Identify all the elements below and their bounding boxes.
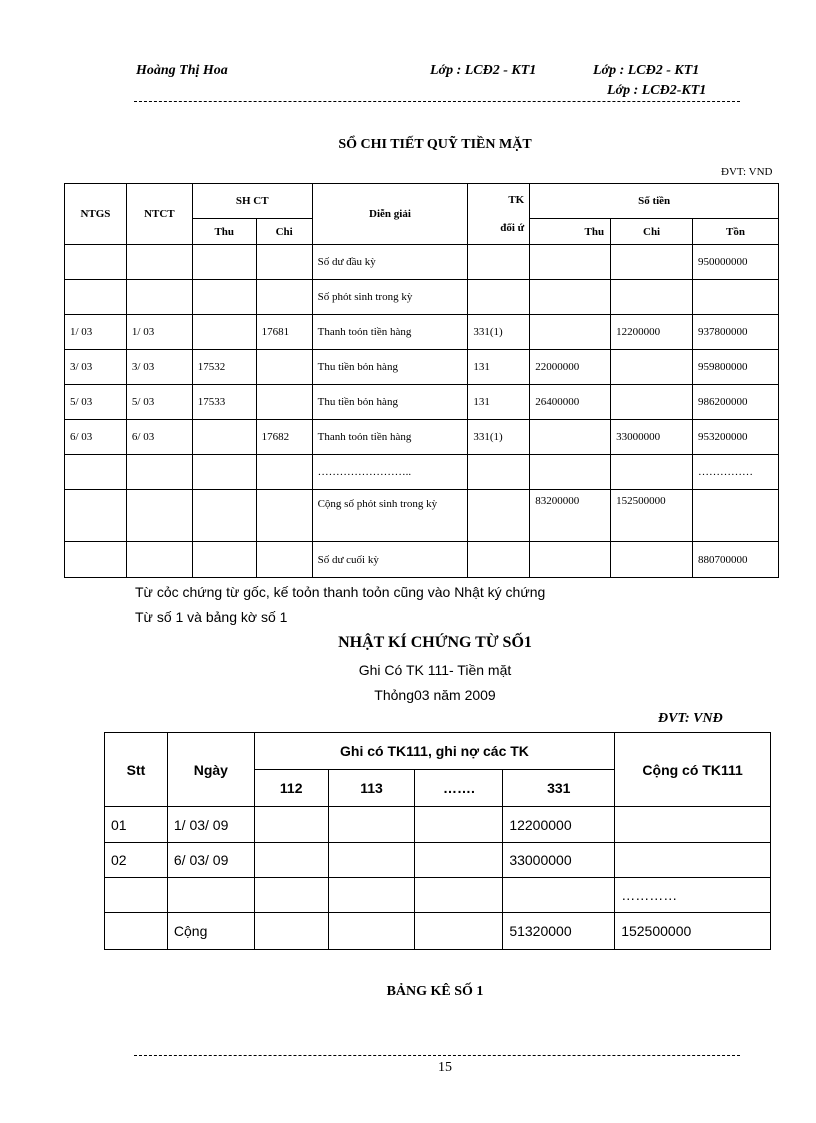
ledger-cell: 26400000: [530, 385, 611, 420]
col-ntct: NTCT: [126, 184, 192, 245]
ledger-cell: Cộng số phỏt sinh trong kỳ: [312, 490, 468, 542]
col-tien-chi: Chi: [611, 219, 693, 245]
ledger-cell: [611, 350, 693, 385]
journal-cell: [105, 878, 168, 913]
paragraph-line-1: Từ cỏc chứng từ gốc, kế toỏn thanh toỏn cũng vào Nhật ký chứng: [135, 584, 546, 600]
ledger-row: [65, 385, 779, 420]
journal-cell: …………: [615, 878, 771, 913]
ledger-cell: 331(1): [468, 315, 530, 350]
ledger-cell: [611, 385, 693, 420]
ledger-cell: [468, 245, 530, 280]
ledger-cell: [468, 490, 530, 542]
ledger-cell: [468, 280, 530, 315]
journal-cell: [254, 878, 328, 913]
ledger-cell: 3/ 03: [65, 350, 127, 385]
ledger-cell: [256, 245, 312, 280]
journal-cell: [328, 807, 415, 843]
author-name: Hoàng Thị Hoa: [136, 63, 228, 78]
ledger-cell: Thanh toỏn tiền hàng: [312, 420, 468, 455]
ledger-cell: [65, 455, 127, 490]
ledger-cell: 959800000: [693, 350, 779, 385]
ledger-cell: 33000000: [611, 420, 693, 455]
journal-row: [105, 843, 771, 878]
col-shct-chi: Chi: [256, 219, 312, 245]
journal-table: [104, 732, 771, 950]
col-cong-co: Cộng có TK111: [615, 733, 771, 807]
ledger-row: [65, 542, 779, 578]
ledger-cell: [256, 490, 312, 542]
ledger-cell: Số dư cuối kỳ: [312, 542, 468, 578]
ledger-cell: [530, 315, 611, 350]
ledger-cell: [256, 542, 312, 578]
journal-cell: [328, 843, 415, 878]
ledger-cell: [256, 280, 312, 315]
ledger-cell: 6/ 03: [65, 420, 127, 455]
journal-cell: 01: [105, 807, 168, 843]
ledger-row: [65, 280, 779, 315]
journal-cell: [615, 843, 771, 878]
ledger-row: [65, 315, 779, 350]
journal-cell: [167, 878, 254, 913]
col-ton: Tồn: [693, 219, 779, 245]
ledger-cell: [126, 245, 192, 280]
ledger-cell: 17681: [256, 315, 312, 350]
ledger-cell: 3/ 03: [126, 350, 192, 385]
journal-cell: 12200000: [503, 807, 615, 843]
ledger-cell: 22000000: [530, 350, 611, 385]
ledger-cell: [65, 490, 127, 542]
ledger-row: [65, 420, 779, 455]
ledger-cell: 331(1): [468, 420, 530, 455]
journal-cell: Cộng: [167, 913, 254, 950]
ledger-cell: 152500000: [611, 490, 693, 542]
ledger-cell: 950000000: [693, 245, 779, 280]
ledger-cell: [192, 315, 256, 350]
ledger-cell: [192, 455, 256, 490]
ledger-cell: Số phỏt sinh trong kỳ: [312, 280, 468, 315]
ledger-cell: [611, 455, 693, 490]
col-tien-thu: Thu: [530, 219, 611, 245]
ledger-cell: [192, 245, 256, 280]
ledger-cell: 131: [468, 385, 530, 420]
col-so-tien: Số tiền: [530, 184, 779, 219]
ledger-cell: [693, 280, 779, 315]
journal-cell: [415, 913, 503, 950]
col-shct-thu: Thu: [192, 219, 256, 245]
journal-row: [105, 913, 771, 950]
ledger-cell: 953200000: [693, 420, 779, 455]
ledger-cell: 5/ 03: [126, 385, 192, 420]
ledger-cell: [468, 542, 530, 578]
journal-cell: [328, 913, 415, 950]
ledger-cell: [256, 385, 312, 420]
ledger-cell: [611, 245, 693, 280]
ledger-cell: [192, 420, 256, 455]
ledger-row: [65, 490, 779, 542]
ledger-cell: [192, 490, 256, 542]
ledger-cell: [256, 350, 312, 385]
col-ntgs: NTGS: [65, 184, 127, 245]
ledger-cell: [126, 542, 192, 578]
col-ngay: Ngày: [167, 733, 254, 807]
ledger-cell: [530, 455, 611, 490]
bang-ke-title: BẢNG KÊ SỐ 1: [386, 984, 484, 999]
ledger-cell: 12200000: [611, 315, 693, 350]
ledger-cell: [693, 490, 779, 542]
ledger-cell: 1/ 03: [65, 315, 127, 350]
ledger-cell: 6/ 03: [126, 420, 192, 455]
ledger-cell: Số dư đầu kỳ: [312, 245, 468, 280]
page-number: 15: [438, 1060, 452, 1075]
journal-cell: [415, 843, 503, 878]
journal-cell: 51320000: [503, 913, 615, 950]
ledger-row: [65, 455, 779, 490]
journal-cell: [615, 807, 771, 843]
col-112: 112: [254, 770, 328, 807]
journal-cell: [415, 807, 503, 843]
ledger-cell: [611, 542, 693, 578]
ledger-cell: [192, 542, 256, 578]
journal-period: Thỏng03 năm 2009: [374, 687, 496, 703]
journal-cell: 6/ 03/ 09: [167, 843, 254, 878]
ledger-cell: [65, 542, 127, 578]
journal-cell: 33000000: [503, 843, 615, 878]
ledger-cell: ……………: [693, 455, 779, 490]
col-331: 331: [503, 770, 615, 807]
journal-cell: 1/ 03/ 09: [167, 807, 254, 843]
journal-cell: [105, 913, 168, 950]
journal-row: [105, 807, 771, 843]
ledger-cell: [611, 280, 693, 315]
ledger-cell: ……………………..: [312, 455, 468, 490]
ledger-cell: [530, 280, 611, 315]
ledger-cell: Thanh toỏn tiền hàng: [312, 315, 468, 350]
ledger-cell: [192, 280, 256, 315]
journal-cell: 02: [105, 843, 168, 878]
col-113: 113: [328, 770, 415, 807]
cash-ledger-table: [64, 183, 779, 578]
ledger-cell: [530, 542, 611, 578]
ledger-row: [65, 350, 779, 385]
col-tk-doi-ung: TK đối ứ: [468, 184, 530, 245]
ledger-cell: [468, 455, 530, 490]
journal-cell: [254, 807, 328, 843]
journal-unit: ĐVT: VNĐ: [658, 711, 723, 726]
paragraph-line-2: Từ số 1 và bảng kờ số 1: [135, 609, 288, 625]
class-label-3: Lớp : LCĐ2-KT1: [607, 83, 707, 98]
col-shct: SH CT: [192, 184, 312, 219]
ledger-cell: 1/ 03: [126, 315, 192, 350]
journal-cell: 152500000: [615, 913, 771, 950]
journal-row: [105, 878, 771, 913]
journal-cell: [328, 878, 415, 913]
journal-cell: [254, 843, 328, 878]
ledger-cell: [65, 245, 127, 280]
journal-cell: [415, 878, 503, 913]
ledger-cell: Thu tiền bỏn hàng: [312, 385, 468, 420]
ledger-cell: [126, 280, 192, 315]
ledger-cell: [65, 280, 127, 315]
ledger-cell: 83200000: [530, 490, 611, 542]
journal-title: NHẬT KÍ CHỨNG TỪ SỐ1: [338, 634, 532, 651]
journal-cell: [503, 878, 615, 913]
footer-divider: [134, 1055, 740, 1056]
ledger-cell: [126, 490, 192, 542]
ledger-cell: Thu tiền bỏn hàng: [312, 350, 468, 385]
col-ghi-co: Ghi có TK111, ghi nợ các TK: [254, 733, 614, 770]
header-divider: [134, 101, 740, 102]
ledger-cell: 880700000: [693, 542, 779, 578]
ledger-title: SỔ CHI TIẾT QUỸ TIỀN MẶT: [338, 137, 532, 152]
ledger-cell: [530, 420, 611, 455]
ledger-cell: 17532: [192, 350, 256, 385]
ledger-cell: 986200000: [693, 385, 779, 420]
ledger-cell: 131: [468, 350, 530, 385]
journal-subtitle: Ghi Có TK 111- Tiền mặt: [358, 662, 512, 678]
ledger-cell: 5/ 03: [65, 385, 127, 420]
ledger-cell: 17682: [256, 420, 312, 455]
ledger-cell: [530, 245, 611, 280]
col-stt: Stt: [105, 733, 168, 807]
class-label-1: Lớp : LCĐ2 - KT1: [430, 63, 537, 78]
col-dots: …….: [415, 770, 503, 807]
class-label-2: Lớp : LCĐ2 - KT1: [593, 63, 700, 78]
ledger-cell: [126, 455, 192, 490]
ledger-cell: 937800000: [693, 315, 779, 350]
journal-cell: [254, 913, 328, 950]
ledger-cell: 17533: [192, 385, 256, 420]
ledger-unit: ĐVT: VND: [721, 166, 773, 178]
ledger-cell: [256, 455, 312, 490]
col-dien-giai: Diễn giải: [312, 184, 468, 245]
ledger-row: [65, 245, 779, 280]
